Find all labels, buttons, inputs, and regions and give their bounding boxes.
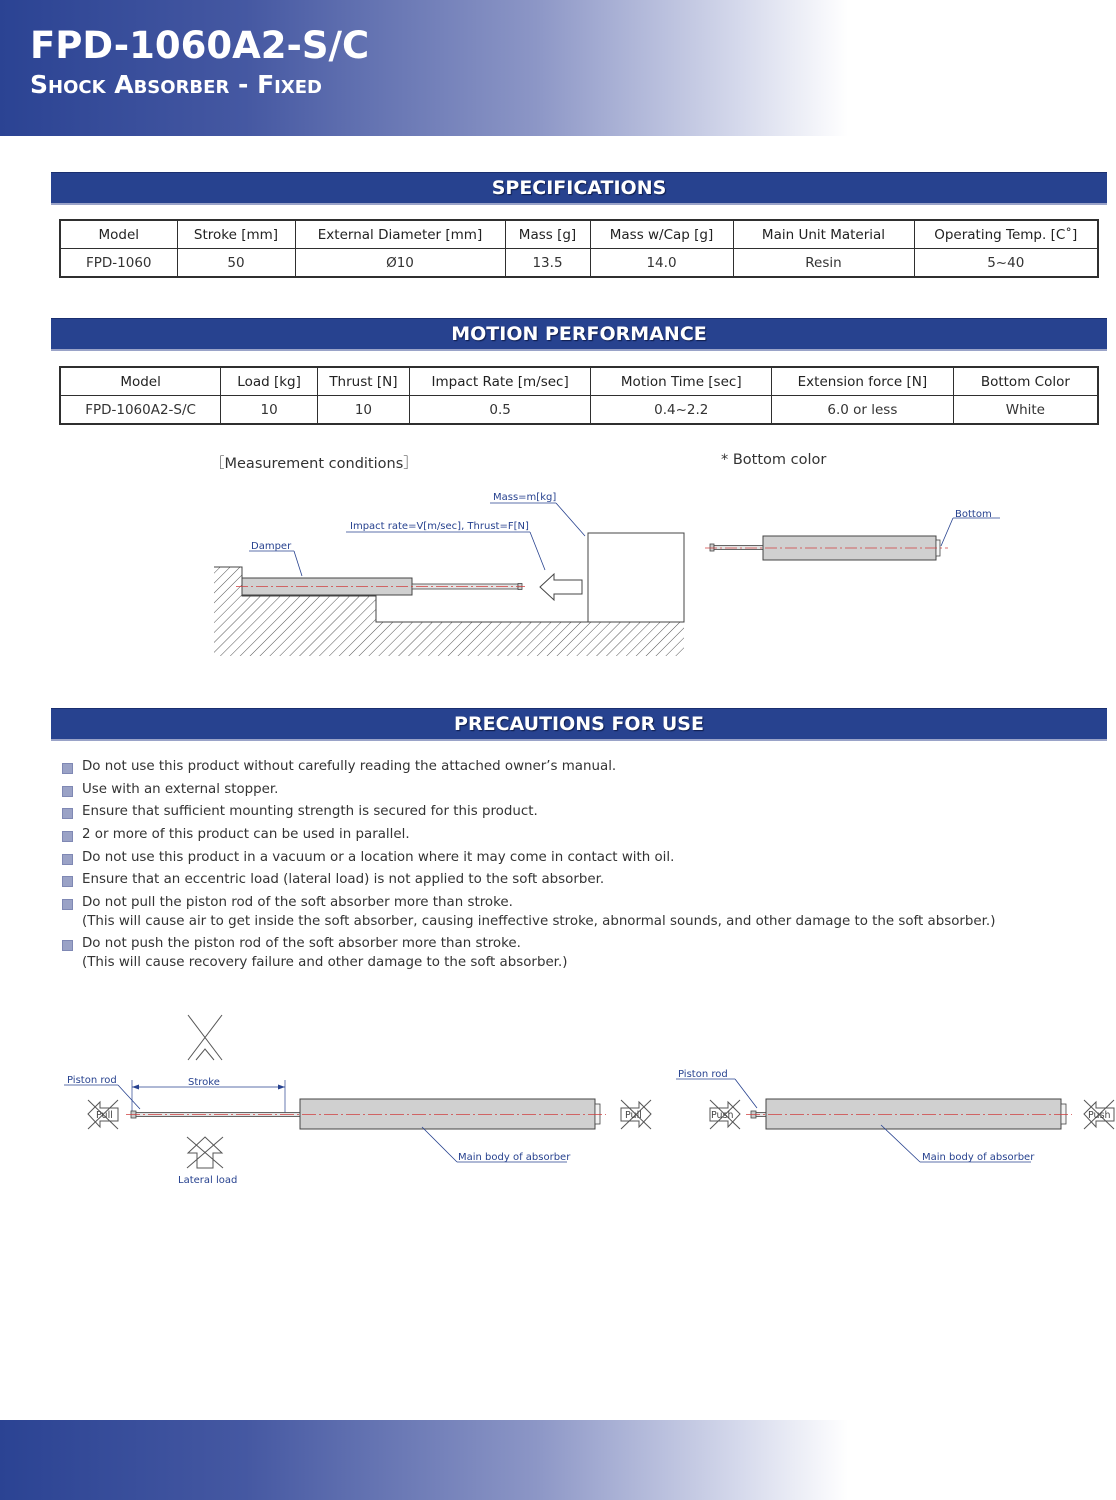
product-model-title: FPD-1060A2-S/C xyxy=(30,24,370,67)
piston-rod-label: Piston rod xyxy=(67,1075,117,1086)
col-motion-time: Motion Time [sec] xyxy=(591,367,772,396)
bottom-label: Bottom xyxy=(955,509,992,520)
col-model: Model xyxy=(60,220,177,249)
main-body-label: Main body of absorber xyxy=(922,1152,1035,1163)
list-item xyxy=(62,871,1102,890)
cell-thrust: 10 xyxy=(317,396,409,425)
list-item xyxy=(62,826,1102,845)
push-diagram xyxy=(676,1069,1114,1163)
measurement-conditions-caption: ［Measurement conditions］ xyxy=(210,456,418,472)
table-header-row xyxy=(60,220,1098,249)
precaution-text: Ensure that an eccentric load (lateral load) is not applied to the soft absorber. xyxy=(82,872,605,888)
push-label: Push xyxy=(711,1110,734,1121)
push-left-crossed-icon xyxy=(710,1100,740,1129)
cell-external-diameter: Ø10 xyxy=(295,249,505,278)
bottom-color-caption: * Bottom color xyxy=(721,452,827,468)
cell-mass: 13.5 xyxy=(505,249,590,278)
measurement-diagram xyxy=(0,480,1116,670)
col-mass-with-cap: Mass w/Cap [g] xyxy=(590,220,733,249)
specifications-table xyxy=(59,219,1099,278)
list-item xyxy=(62,935,1102,972)
list-item xyxy=(62,894,1102,931)
table-row xyxy=(60,249,1098,278)
precaution-text: Do not pull the piston rod of the soft absorber more than stroke. xyxy=(82,895,513,911)
mass-label: Mass=m[kg] xyxy=(493,492,557,503)
col-bottom-color: Bottom Color xyxy=(953,367,1098,396)
col-main-unit-material: Main Unit Material xyxy=(733,220,914,249)
col-operating-temp: Operating Temp. [C˚] xyxy=(914,220,1098,249)
precaution-text: Use with an external stopper. xyxy=(82,781,279,797)
table-row xyxy=(60,396,1098,425)
bullet-square-icon xyxy=(62,940,73,951)
stroke-label: Stroke xyxy=(188,1077,220,1088)
list-item xyxy=(62,758,1102,777)
precaution-text: Do not use this product without carefully reading the attached owner’s manual. xyxy=(82,759,617,774)
precaution-note: (This will cause recovery failure and other damage to the soft absorber.) xyxy=(82,954,568,970)
precaution-text: Ensure that sufficient mounting strength is secured for this product. xyxy=(82,804,538,820)
precaution-text: Do not push the piston rod of the soft absorber more than stroke. xyxy=(82,936,521,952)
cell-bottom-color: White xyxy=(953,396,1098,425)
cell-motion-time: 0.4~2.2 xyxy=(591,396,772,425)
bullet-square-icon xyxy=(62,786,73,797)
piston-rod-label: Piston rod xyxy=(678,1069,728,1080)
cell-impact-rate: 0.5 xyxy=(409,396,591,425)
list-item xyxy=(62,781,1102,800)
damper-label: Damper xyxy=(251,541,292,552)
main-body-label: Main body of absorber xyxy=(458,1152,571,1163)
cell-model: FPD-1060 xyxy=(60,249,177,278)
specifications-heading: SPECIFICATIONS xyxy=(51,172,1107,205)
usage-diagrams xyxy=(0,1005,1116,1195)
lateral-load-crossed-icon xyxy=(187,1137,223,1168)
bullet-square-icon xyxy=(62,854,73,865)
impact-arrow-icon xyxy=(540,574,582,600)
col-impact-rate: Impact Rate [m/sec] xyxy=(409,367,591,396)
precautions-heading: PRECAUTIONS FOR USE xyxy=(51,708,1107,741)
col-thrust: Thrust [N] xyxy=(317,367,409,396)
precaution-note: (This will cause air to get inside the soft absorber, causing ineffective stroke, abnormal sounds, and other damage to the soft absorber.) xyxy=(82,913,996,929)
motion-performance-heading: MOTION PERFORMANCE xyxy=(51,318,1107,351)
cell-operating-temp: 5~40 xyxy=(914,249,1098,278)
precaution-text: Do not use this product in a vacuum or a location where it may come in contact with oil. xyxy=(82,849,675,865)
pull-diagram xyxy=(64,1015,651,1186)
pull-label: Pull xyxy=(625,1110,642,1121)
pull-label: Pull xyxy=(96,1110,113,1121)
precautions-list xyxy=(62,758,1102,977)
impact-thrust-label: Impact rate=V[m/sec], Thrust=F[N] xyxy=(350,521,529,532)
list-item xyxy=(62,849,1102,868)
footer-banner xyxy=(0,1420,1116,1500)
product-subtitle: Shock Absorber - Fixed xyxy=(30,70,322,99)
table-header-row xyxy=(60,367,1098,396)
bullet-square-icon xyxy=(62,808,73,819)
mass-block xyxy=(588,533,684,622)
cross-mark-icon xyxy=(188,1015,222,1060)
col-model: Model xyxy=(60,367,221,396)
pull-left-crossed-icon xyxy=(88,1100,118,1129)
lateral-load-label: Lateral load xyxy=(178,1175,238,1186)
col-extension-force: Extension force [N] xyxy=(772,367,954,396)
cell-extension-force: 6.0 or less xyxy=(772,396,954,425)
col-mass: Mass [g] xyxy=(505,220,590,249)
bottom-color-absorber-drawing xyxy=(705,536,948,560)
precaution-text: 2 or more of this product can be used in parallel. xyxy=(82,827,410,843)
motion-performance-table xyxy=(59,366,1099,425)
col-load: Load [kg] xyxy=(221,367,318,396)
col-external-diameter: External Diameter [mm] xyxy=(295,220,505,249)
bullet-square-icon xyxy=(62,876,73,887)
push-right-crossed-icon xyxy=(1084,1100,1114,1129)
cell-load: 10 xyxy=(221,396,318,425)
bullet-square-icon xyxy=(62,899,73,910)
cell-main-unit-material: Resin xyxy=(733,249,914,278)
cell-mass-with-cap: 14.0 xyxy=(590,249,733,278)
bullet-square-icon xyxy=(62,763,73,774)
bullet-square-icon xyxy=(62,831,73,842)
col-stroke: Stroke [mm] xyxy=(177,220,295,249)
pull-right-crossed-icon xyxy=(621,1100,651,1129)
list-item xyxy=(62,803,1102,822)
cell-stroke: 50 xyxy=(177,249,295,278)
push-label: Push xyxy=(1088,1110,1111,1121)
header-banner xyxy=(0,0,1116,136)
cell-model: FPD-1060A2-S/C xyxy=(60,396,221,425)
damper-drawing xyxy=(236,578,525,595)
